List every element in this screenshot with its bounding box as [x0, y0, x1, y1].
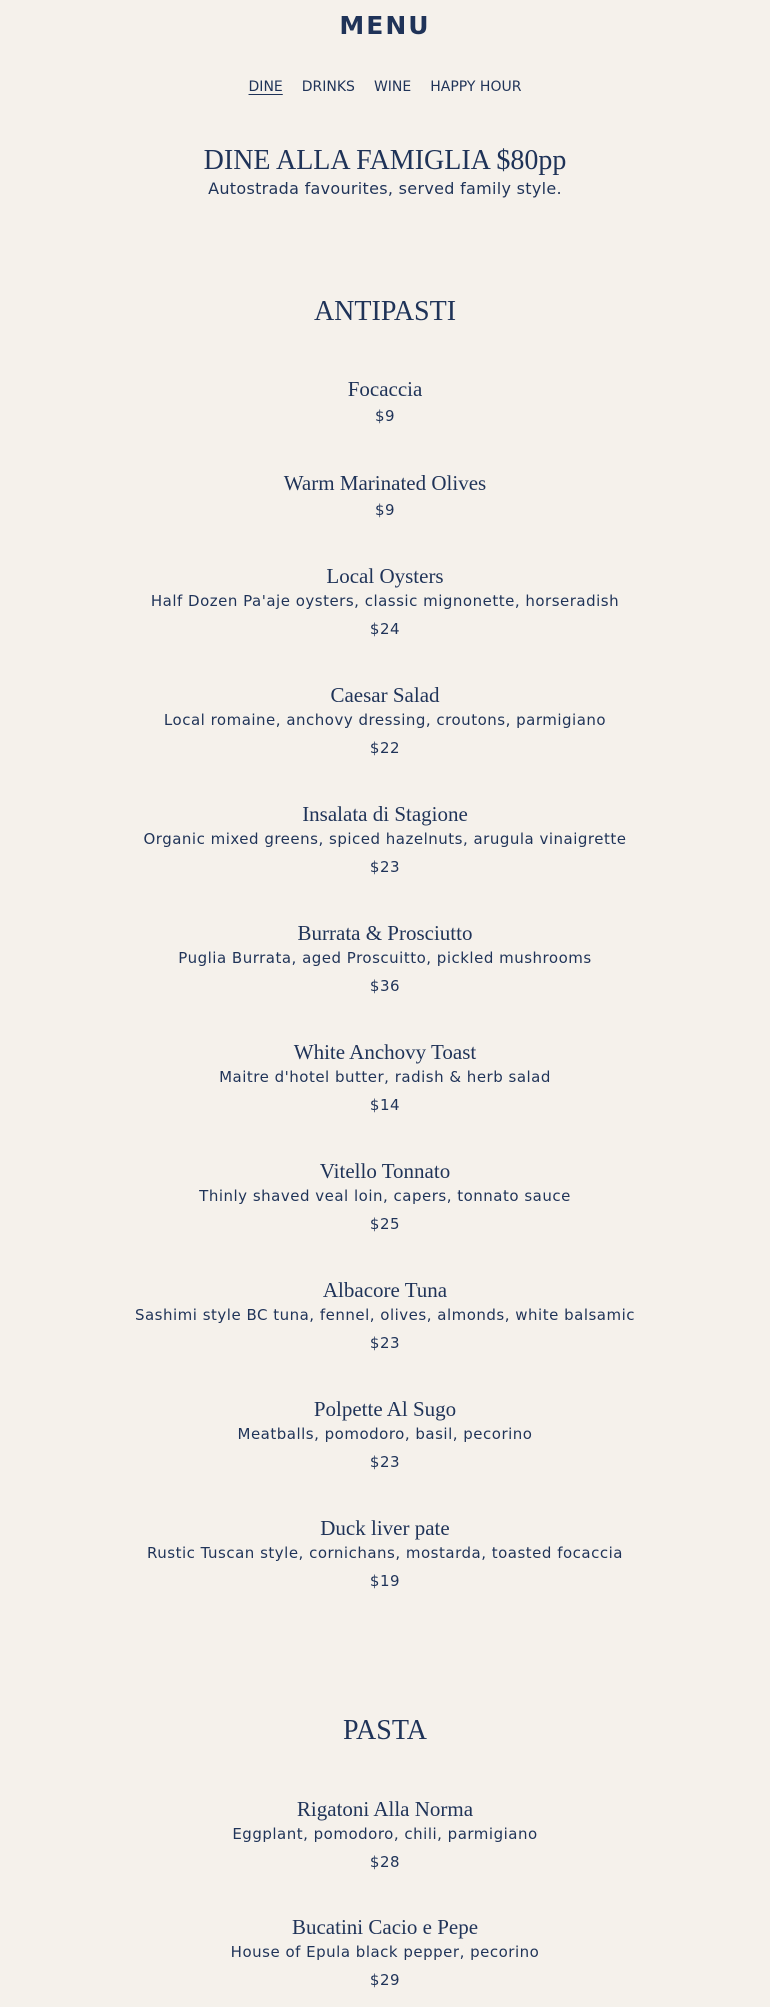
- menu-item: [0, 681, 770, 758]
- tab-happy-hour[interactable]: HAPPY HOUR: [430, 79, 522, 95]
- item-name: Polpette Al Sugo: [313, 1397, 457, 1421]
- menu-item: [0, 1395, 770, 1472]
- menu-item: [0, 1157, 770, 1234]
- tab-wine[interactable]: WINE: [373, 79, 412, 95]
- item-description: Half Dozen Pa'aje oysters, classic mignonette, horseradish: [150, 592, 620, 610]
- section-title-pasta: PASTA: [343, 1715, 427, 1746]
- item-description: Maitre d'hotel butter, radish & herb salad: [219, 1068, 551, 1086]
- item-price: $14: [369, 1096, 401, 1114]
- item-description: Local romaine, anchovy dressing, croutons, parmigiano: [163, 711, 607, 729]
- item-name: Insalata di Stagione: [302, 802, 468, 826]
- item-description: Organic mixed greens, spiced hazelnuts, arugula vinaigrette: [143, 830, 627, 848]
- menu-item: [0, 375, 770, 426]
- menu-item: [0, 1795, 770, 1872]
- menu-item: [0, 562, 770, 639]
- item-name: White Anchovy Toast: [293, 1040, 477, 1064]
- item-description: Puglia Burrata, aged Proscuitto, pickled mushrooms: [178, 949, 592, 967]
- item-price: $36: [369, 977, 401, 995]
- menu-item: [0, 800, 770, 877]
- item-price: $24: [369, 620, 401, 638]
- item-description: Thinly shaved veal loin, capers, tonnato sauce: [199, 1187, 571, 1205]
- menu-item: [0, 1038, 770, 1115]
- item-price: $25: [369, 1215, 401, 1233]
- item-name: Vitello Tonnato: [319, 1159, 451, 1183]
- menu-item: [0, 1913, 770, 1990]
- item-name: Local Oysters: [326, 564, 444, 588]
- tab-dine[interactable]: DINE: [248, 79, 283, 95]
- item-name: Burrata & Prosciutto: [297, 921, 473, 945]
- menu-item: [0, 1276, 770, 1353]
- menu-item: [0, 469, 770, 520]
- item-price: $22: [369, 739, 401, 757]
- item-price: $23: [369, 1453, 401, 1471]
- item-description: Rustic Tuscan style, cornichans, mostarda, toasted focaccia: [147, 1544, 623, 1562]
- item-name: Warm Marinated Olives: [283, 471, 487, 495]
- menu-tabs: [0, 77, 770, 97]
- item-description: House of Epula black pepper, pecorino: [230, 1943, 540, 1961]
- hero-title: DINE ALLA FAMIGLIA $80pp: [203, 145, 567, 176]
- item-description: Sashimi style BC tuna, fennel, olives, almonds, white balsamic: [134, 1306, 636, 1324]
- item-price: $23: [369, 858, 401, 876]
- item-name: Caesar Salad: [330, 683, 440, 707]
- section-title-antipasti: ANTIPASTI: [313, 296, 457, 327]
- item-price: $29: [369, 1971, 401, 1989]
- item-name: Bucatini Cacio e Pepe: [291, 1915, 479, 1939]
- menu-item: [0, 919, 770, 996]
- item-price: $19: [369, 1572, 401, 1590]
- item-description: Eggplant, pomodoro, chili, parmigiano: [232, 1825, 538, 1843]
- item-description: Meatballs, pomodoro, basil, pecorino: [237, 1425, 533, 1443]
- item-price: $23: [369, 1334, 401, 1352]
- tab-drinks[interactable]: DRINKS: [301, 79, 355, 95]
- item-name: Duck liver pate: [320, 1516, 450, 1540]
- item-price: $9: [374, 407, 396, 425]
- item-name: Rigatoni Alla Norma: [296, 1797, 474, 1821]
- menu-item: [0, 1514, 770, 1591]
- page-title: MENU: [339, 11, 431, 40]
- item-name: Focaccia: [347, 377, 423, 401]
- item-name: Albacore Tuna: [322, 1278, 448, 1302]
- hero-subtitle: Autostrada favourites, served family style.: [208, 179, 562, 198]
- item-price: $28: [369, 1853, 401, 1871]
- item-price: $9: [374, 501, 396, 519]
